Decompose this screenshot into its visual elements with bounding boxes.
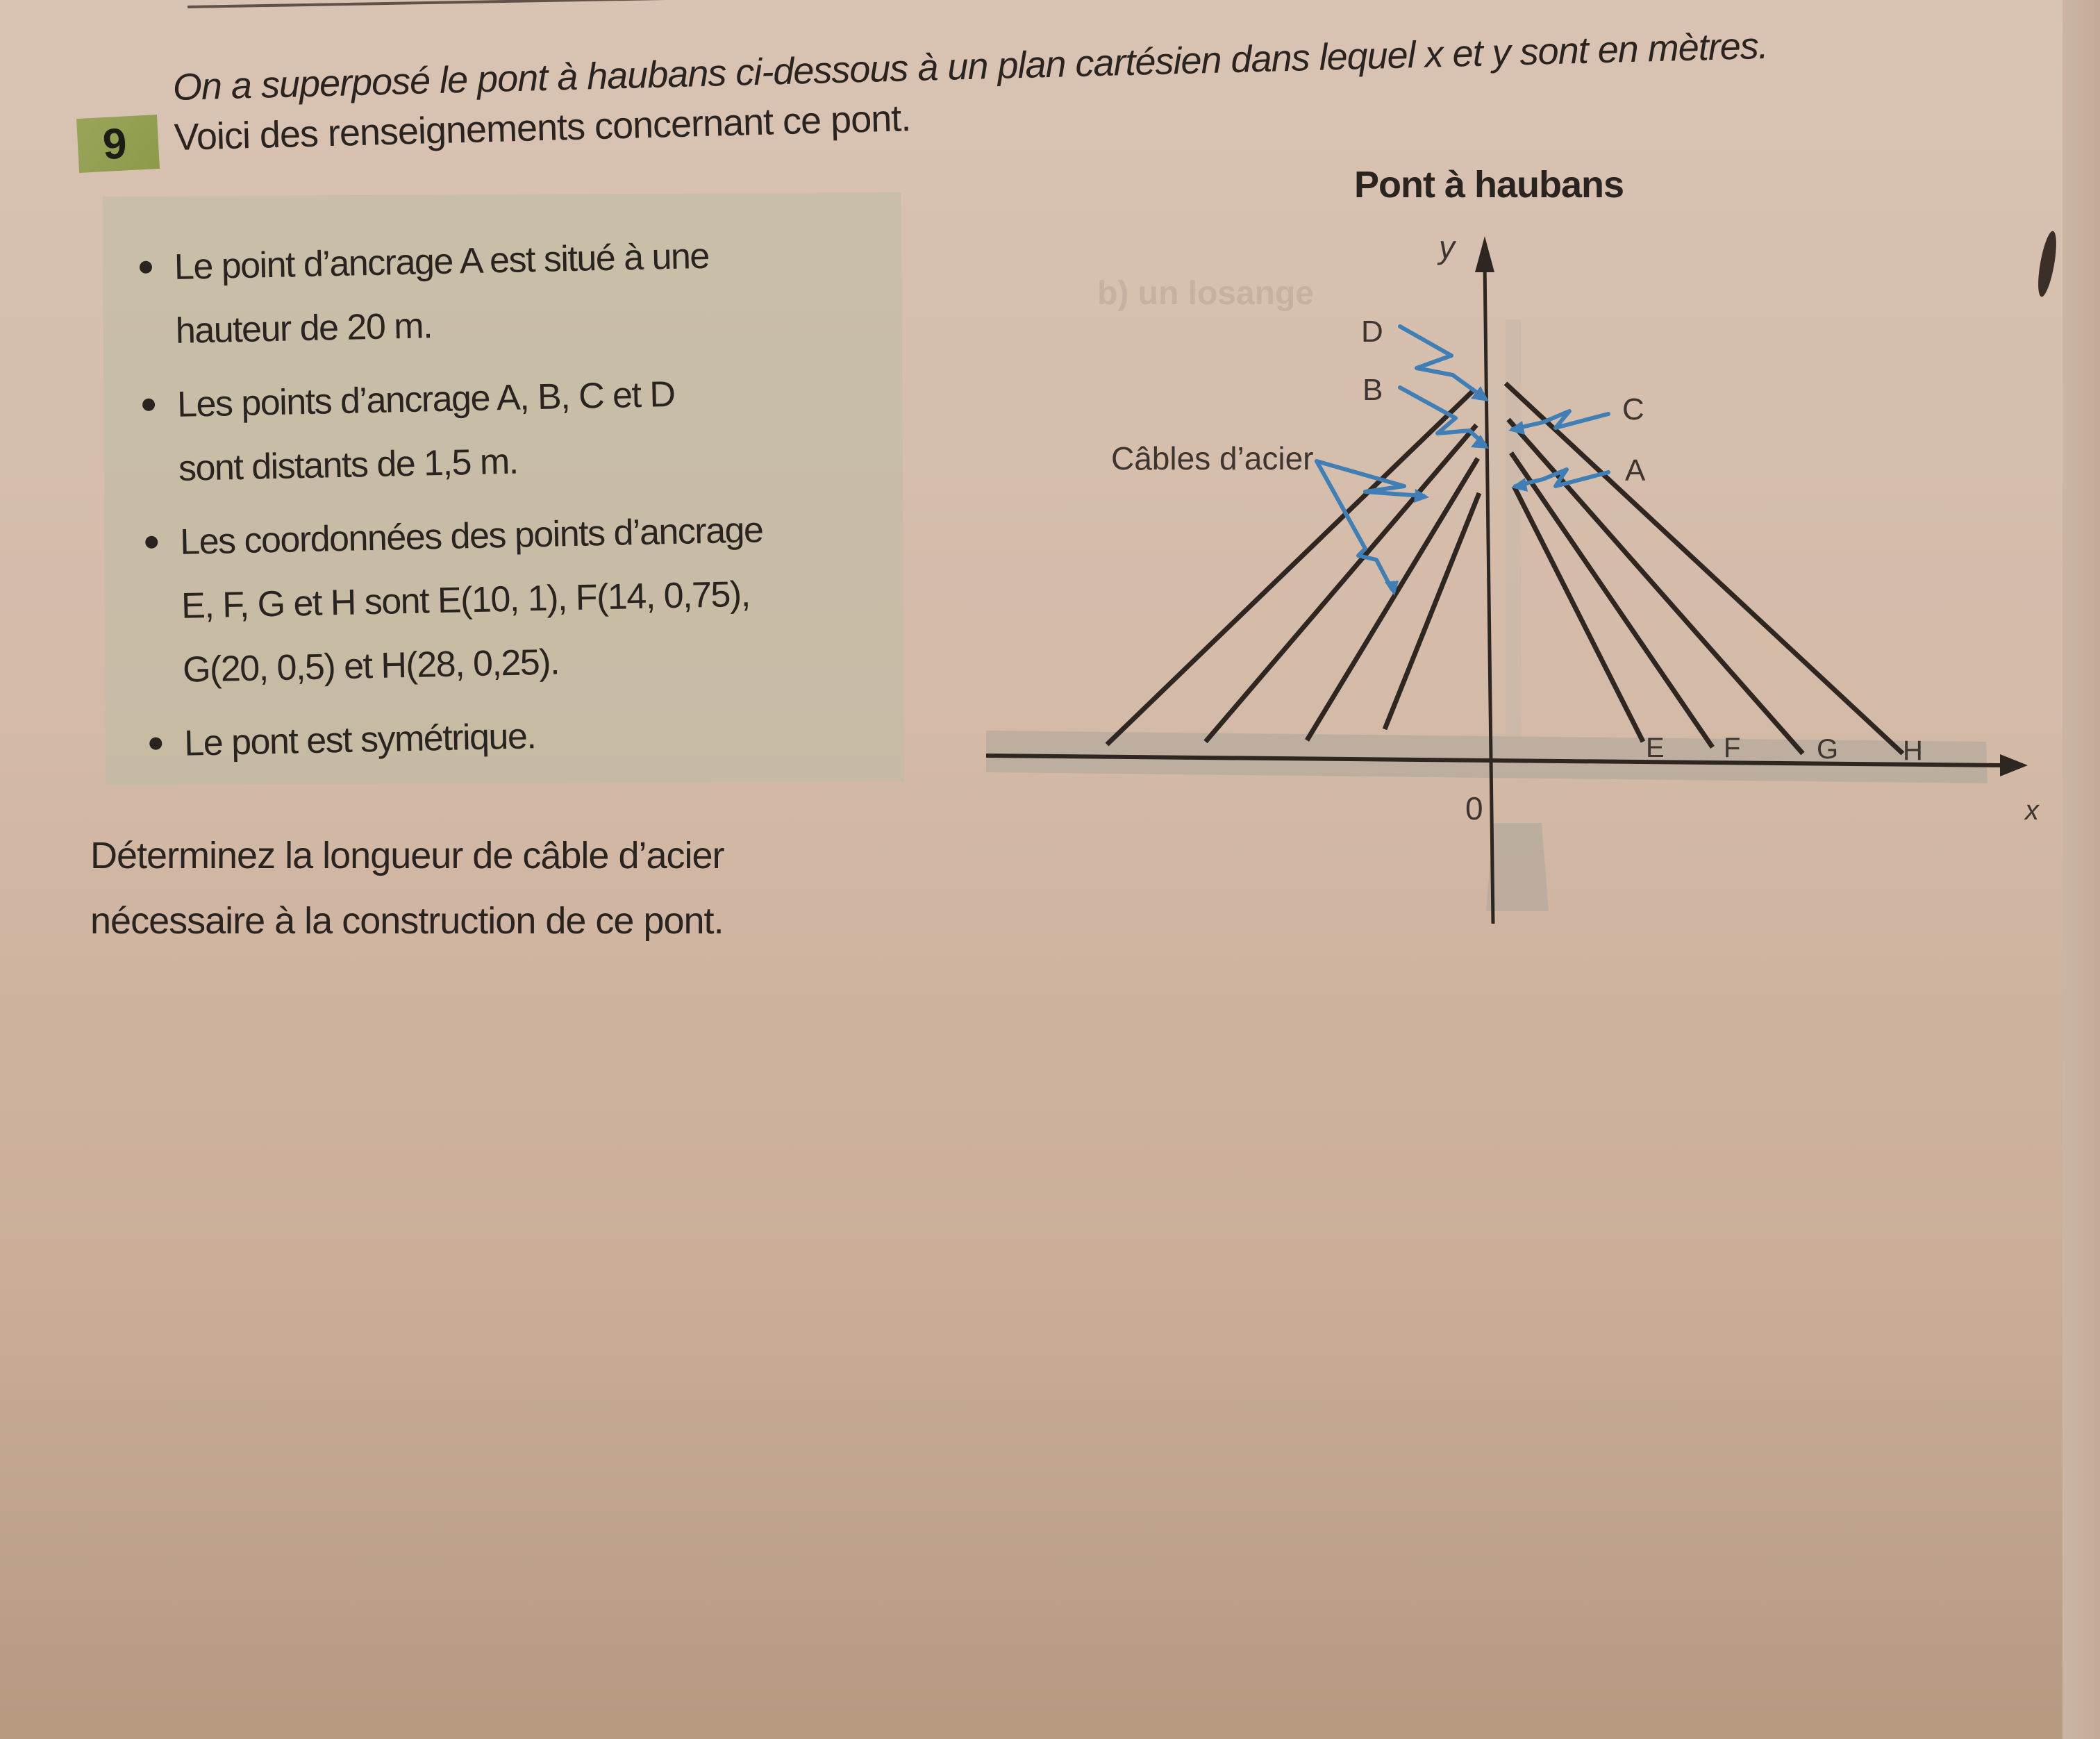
bullet-anchor-spacing: Les points d’ancrage A, B, C et D sont distants de 1,5 m. bbox=[142, 357, 943, 501]
y-axis bbox=[1485, 264, 1493, 924]
right-cables bbox=[1506, 383, 1903, 754]
label-A: A bbox=[1625, 454, 1646, 488]
label-D: D bbox=[1361, 315, 1383, 349]
bullet-anchor-coordinates: Les coordonnées des points d’ancrage E, F, G et H sont E(10, 1), F(14, 0,75), G(20, 0,5) et H(28, 0,25). bbox=[144, 494, 947, 703]
figure-title: Pont à haubans bbox=[1354, 164, 1624, 206]
label-C: C bbox=[1622, 392, 1644, 426]
x-axis-arrow-icon bbox=[2000, 754, 2028, 776]
y-axis-arrow-icon bbox=[1475, 236, 1494, 272]
x-axis-label: x bbox=[2025, 795, 2039, 826]
label-H: H bbox=[1903, 735, 1923, 766]
pylon-shaft bbox=[1506, 319, 1521, 736]
label-G: G bbox=[1817, 734, 1839, 765]
page-mark bbox=[2035, 230, 2060, 298]
exercise-number: 9 bbox=[101, 119, 128, 169]
label-E: E bbox=[1646, 733, 1665, 763]
label-F: F bbox=[1724, 733, 1741, 763]
bleed-through-text: b) un losange bbox=[1097, 275, 1314, 312]
handwritten-annotations bbox=[1317, 326, 1608, 589]
cables-label: Câbles d’acier bbox=[1111, 440, 1314, 476]
y-axis-label: y bbox=[1439, 229, 1455, 265]
origin-label: 0 bbox=[1465, 790, 1483, 826]
pylon-base bbox=[1486, 823, 1549, 911]
label-B: B bbox=[1362, 373, 1383, 407]
bullet-anchor-a-height: Le point d’ancrage A est situé à une hauteur de 20 m. bbox=[139, 219, 940, 364]
bullet-symmetry: Le pont est symétrique. bbox=[149, 696, 949, 776]
intro-line-1: On a superposé le pont à haubans ci-dessous à un plan cartésien dans lequel x et y sont en mètres. bbox=[172, 24, 1769, 108]
intro-line-2: Voici des renseignements concernant ce pont. bbox=[174, 97, 911, 158]
question-text: Déterminez la longueur de câble d’acier nécessaire à la construction de ce pont. bbox=[90, 835, 724, 942]
